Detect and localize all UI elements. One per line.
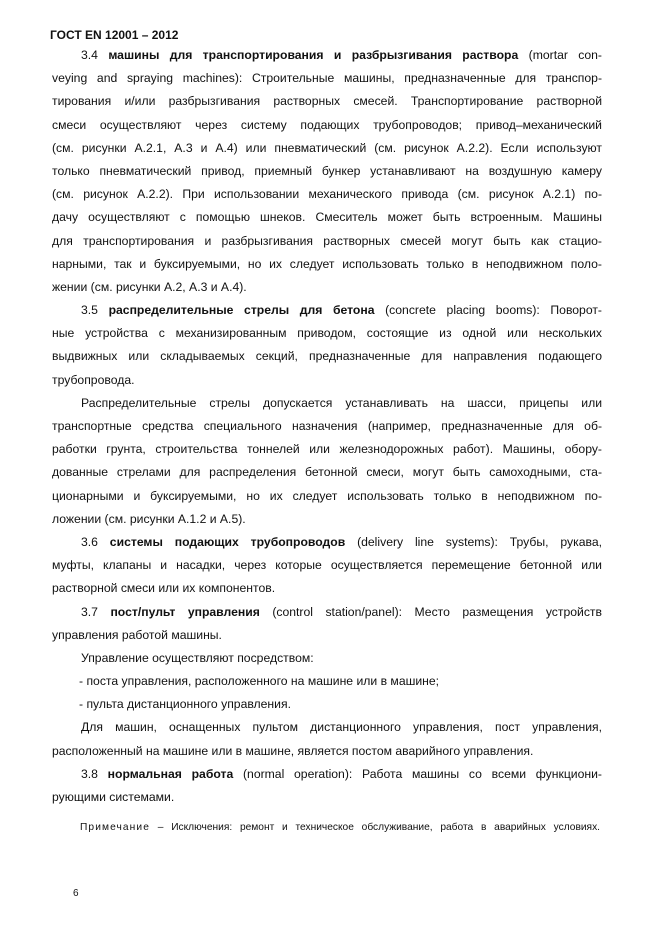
text-line bbox=[52, 253, 602, 276]
line-text: работки грунта, строительства тоннелей или железнодорожных работ). Машины, обору- bbox=[52, 442, 602, 457]
text-line bbox=[52, 438, 602, 461]
line-text: Управление осуществляют посредством: bbox=[81, 650, 314, 665]
term: пост/пульт управления bbox=[110, 604, 260, 619]
line-text: (см. рисунок А.2.2). При использовании механического привода (см. рисунок А.2.1) по- bbox=[52, 187, 602, 202]
text-line bbox=[52, 601, 602, 624]
line-text: (см. рисунки А.2.1, А.3 и А.4) или пневматический (см. рисунок А.2.2). Если используют bbox=[52, 140, 602, 155]
text-line bbox=[52, 322, 602, 345]
line-text: нарными, так и буксируемыми, но их следует использовать только в неподвижном поло- bbox=[52, 256, 602, 271]
line-text: только пневматический привод, приемный бункер устанавливают на воздушную камеру bbox=[52, 163, 602, 178]
text-line bbox=[52, 763, 602, 786]
line-text: (control station/panel): Место размещения устройств bbox=[259, 604, 602, 619]
line-text: дованные стрелами для распределения бетонной смеси, могут быть самоходными, ста- bbox=[52, 465, 602, 480]
text-line bbox=[52, 392, 602, 415]
line-text: 3.5 bbox=[81, 303, 109, 318]
text-line bbox=[52, 345, 602, 368]
line-text: - пульта дистанционного управления. bbox=[79, 697, 291, 712]
line-text: 3.7 bbox=[81, 604, 111, 619]
line-text: муфты, клапаны и насадки, через которые осуществляется перемещение бетонной или bbox=[52, 558, 602, 573]
text-line bbox=[52, 624, 602, 647]
text-line bbox=[52, 554, 602, 577]
text-line bbox=[52, 485, 602, 508]
line-text: тирования и/или разбрызгивания растворных смесей. Транспортирование растворной bbox=[52, 94, 602, 109]
document-body bbox=[52, 44, 602, 809]
line-text: транспортные средства специального назначения (например, предназначенные для об- bbox=[52, 419, 602, 433]
line-text: выдвижных или складываемых секций, предназначенные для направления подающего bbox=[52, 349, 602, 364]
line-text: - поста управления, расположенного на машине или в машине; bbox=[79, 674, 440, 689]
line-text: ложении (см. рисунки А.1.2 и А.5). bbox=[52, 511, 246, 526]
line-text: (delivery line systems): Трубы, рукава, bbox=[345, 534, 602, 549]
text-line bbox=[52, 740, 602, 763]
line-text: жении (см. рисунки А.2, А.3 и А.4). bbox=[52, 279, 247, 294]
text-line bbox=[52, 716, 602, 739]
term: машины для транспортирования и разбрызгивания раствора bbox=[108, 48, 519, 62]
text-line bbox=[52, 577, 602, 600]
text-line bbox=[52, 160, 602, 183]
text-line bbox=[52, 206, 602, 229]
text-line bbox=[52, 90, 602, 113]
text-line bbox=[52, 786, 602, 809]
line-text: ционарными и буксируемыми, но их следует использовать только в неподвижном по- bbox=[52, 488, 602, 503]
line-text: управления работой машины. bbox=[52, 627, 222, 642]
text-line bbox=[52, 415, 602, 438]
line-text: (normal operation): Работа машины со всеми функциони- bbox=[233, 766, 602, 781]
text-line bbox=[52, 693, 602, 716]
document-header: ГОСТ EN 12001 – 2012 bbox=[50, 28, 179, 42]
line-text: Распределительные стрелы допускается устанавливать на шасси, прицепы или bbox=[81, 395, 602, 410]
text-line bbox=[52, 647, 602, 670]
line-text: смеси осуществляют через систему подающих трубопроводов; привод–механический bbox=[52, 117, 602, 132]
line-text: (concrete placing booms): Поворот- bbox=[374, 303, 602, 318]
text-line bbox=[52, 114, 602, 137]
line-text: veying and spraying machines): Строительные машины, предназначенные для транспор- bbox=[52, 71, 602, 86]
text-line bbox=[52, 299, 602, 322]
text-line bbox=[52, 44, 602, 67]
line-text: трубопровода. bbox=[52, 372, 135, 387]
line-text: для транспортирования и разбрызгивания растворных смесей могут быть как стацио- bbox=[52, 233, 602, 248]
line-text: дачу осуществляют с помощью шнеков. Смеситель может быть встроенным. Машины bbox=[52, 210, 602, 225]
text-line bbox=[52, 183, 602, 206]
text-line bbox=[52, 230, 602, 253]
text-line bbox=[52, 670, 602, 693]
line-text: ные устройства с механизированным приводом, состоящие из одной или нескольких bbox=[52, 326, 602, 341]
line-text: 3.8 bbox=[81, 766, 108, 781]
line-text: расположенный на машине или в машине, является постом аварийного управления. bbox=[52, 743, 534, 758]
term: распределительные стрелы для бетона bbox=[108, 303, 375, 318]
text-line bbox=[52, 137, 602, 160]
text-line bbox=[52, 369, 602, 392]
note-label: Примечание bbox=[80, 822, 150, 833]
line-text: растворной смеси или их компонентов. bbox=[52, 581, 276, 596]
term: системы подающих трубопроводов bbox=[109, 534, 346, 549]
text-line bbox=[52, 461, 602, 484]
text-line bbox=[52, 531, 602, 554]
text-line bbox=[52, 276, 602, 299]
note bbox=[80, 822, 600, 833]
line-text: 3.6 bbox=[81, 534, 110, 549]
line-text: рующими системами. bbox=[52, 790, 175, 804]
note-text: – Исключения: ремонт и техническое обслуживание, работа в аварийных условиях. bbox=[149, 822, 600, 833]
term: нормальная работа bbox=[107, 766, 234, 781]
page-number: 6 bbox=[73, 888, 79, 899]
text-line bbox=[52, 67, 602, 90]
line-text: Для машин, оснащенных пультом дистанционного управления, пост управления, bbox=[81, 720, 602, 735]
line-text: (mortar con- bbox=[518, 48, 602, 62]
text-line bbox=[52, 508, 602, 531]
line-text: 3.4 bbox=[81, 48, 109, 62]
